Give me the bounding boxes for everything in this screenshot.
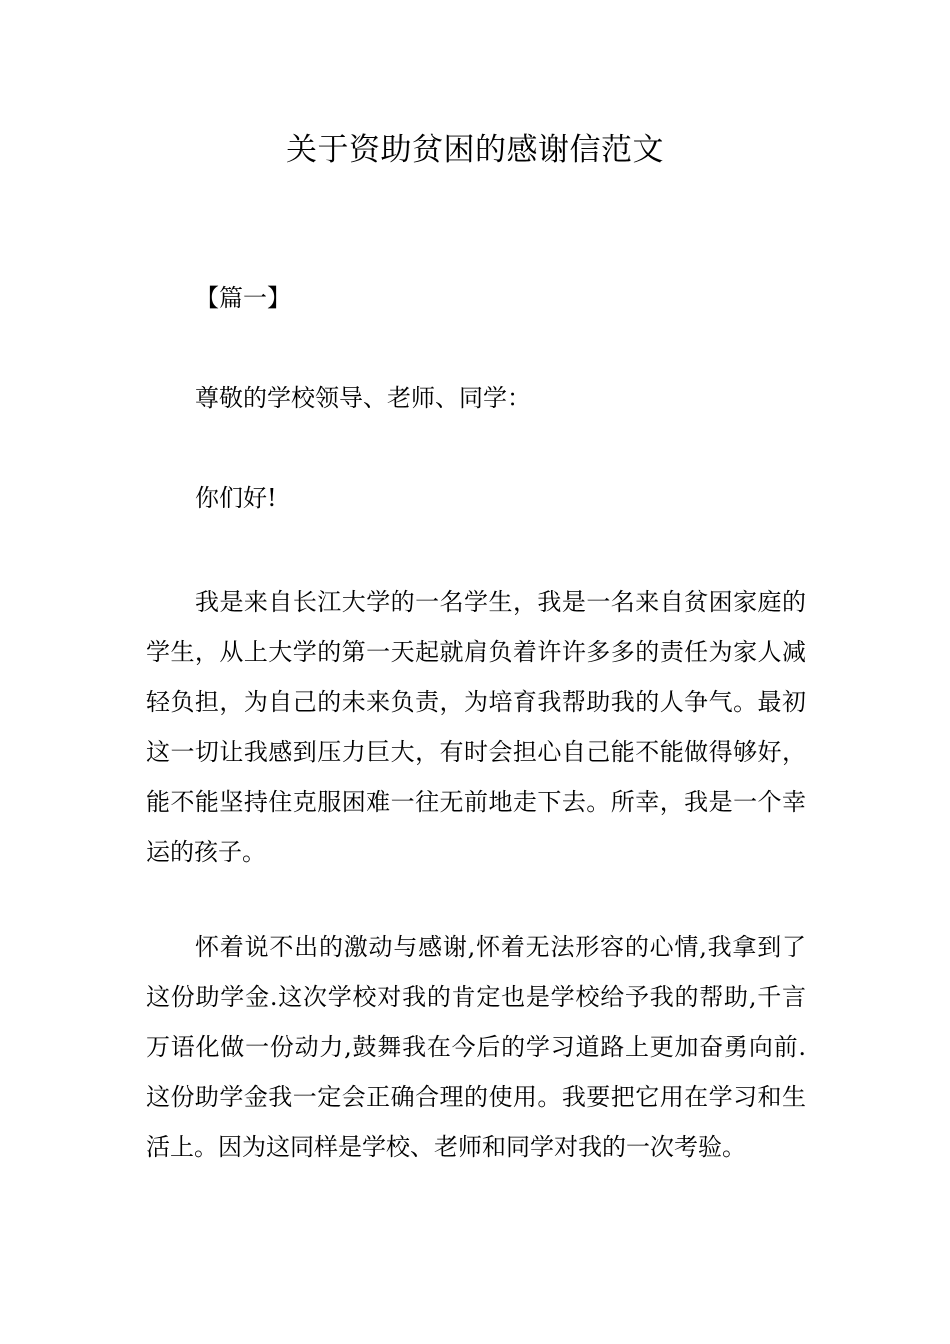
letter-greeting: 你们好! — [195, 484, 277, 512]
letter-salutation: 尊敬的学校领导、老师、同学： — [195, 384, 531, 412]
section-label: 【篇一】 — [195, 284, 291, 312]
body-paragraph-2: 怀着说不出的激动与感谢,怀着无法形容的心情,我拿到了这份助学金.这次学校对我的肯定也是学校给予我的帮助,千言万语化做一份动力,鼓舞我在今后的学习道路上更加奋勇向前.这份助学金我一定会正确合理的使用。我要把它用在学习和生活上。因为这同样是学校、老师和同学对我的一次考验。 — [146, 933, 806, 1161]
document-title: 关于资助贫困的感谢信范文 — [286, 132, 664, 168]
body-paragraph-1: 我是来自长江大学的一名学生，我是一名来自贫困家庭的学生，从上大学的第一天起就肩负着许许多多的责任为家人减轻负担，为自己的未来负责，为培育我帮助我的人争气。最初这一切让我感到压力巨大，有时会担心自己能不能做得够好，能不能坚持住克服困难一往无前地走下去。所幸，我是一个幸运的孩子。 — [146, 588, 806, 866]
